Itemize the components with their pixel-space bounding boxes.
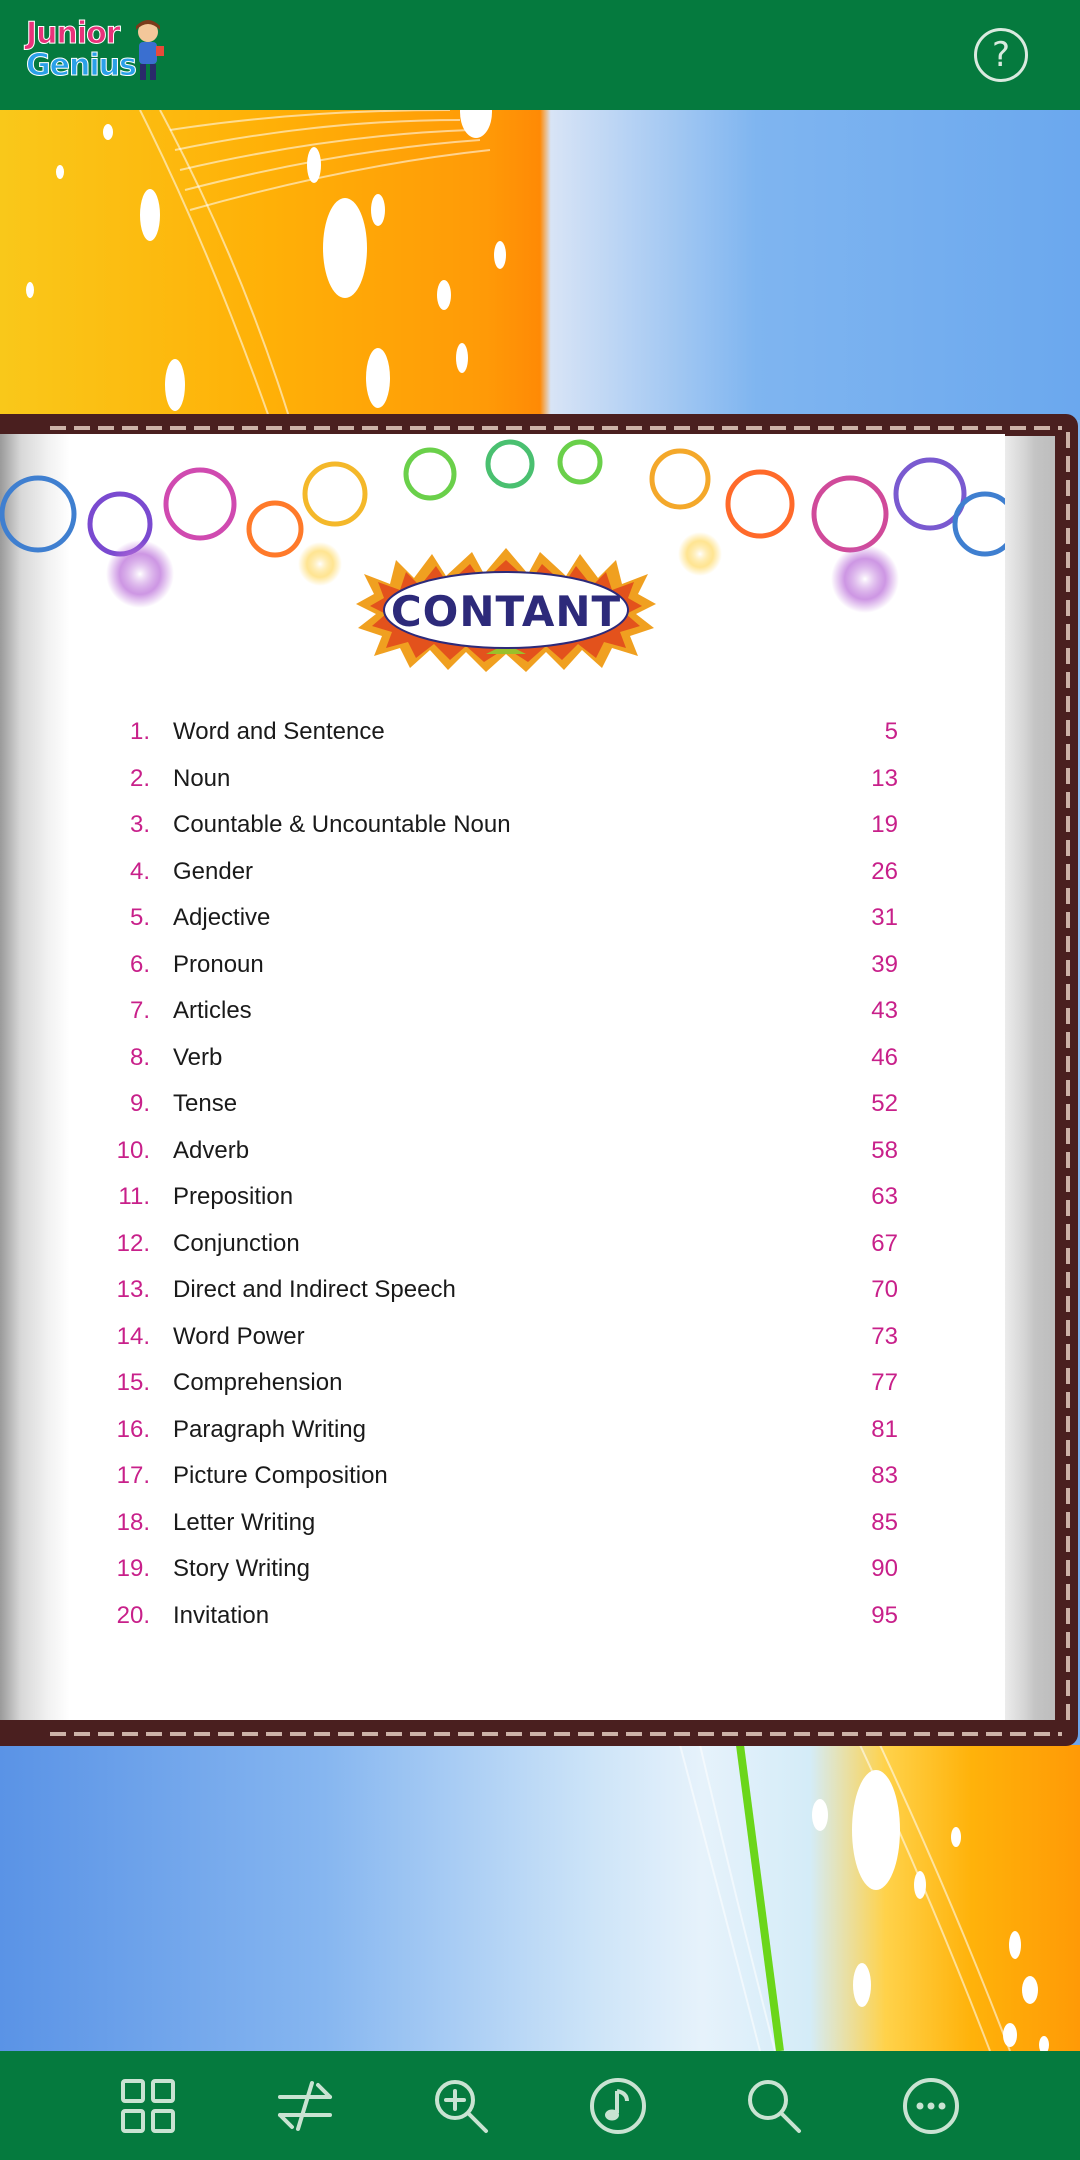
toc-page-number: 31 [871,904,898,931]
toc-page-number: 43 [871,997,898,1024]
toc-row[interactable] [0,1360,1005,1407]
toc-chapter-title: Adjective [173,904,271,931]
book-stitching-bottom [50,1732,1062,1736]
toc-page-number: 85 [871,1508,898,1536]
toc-page-number: 83 [871,1462,898,1489]
logo-text-line2: Genius [26,48,136,83]
help-button[interactable]: ? [974,28,1028,82]
page-flip-button[interactable] [270,2071,340,2141]
toc-number: 3. [129,811,150,838]
toc-page-number: 58 [871,1136,898,1164]
toc-row[interactable] [0,756,1005,803]
toc-chapter-title: Adverb [173,1136,250,1164]
toc-page-number: 67 [871,1229,898,1257]
mascot-icon [130,20,166,86]
background-swirl-bottom [0,1745,1080,2051]
top-bar [0,0,1080,110]
toc-row[interactable] [0,802,1005,849]
toc-number: 9. [129,1090,150,1117]
book-page[interactable] [0,434,1005,1720]
toc-chapter-title: Noun [173,764,231,792]
zoom-in-button[interactable] [426,2071,496,2141]
toc-row[interactable] [0,1267,1005,1314]
book-stitching-top [50,426,1062,430]
toc-chapter-title: Word Power [173,1322,305,1350]
toc-chapter-title: Conjunction [173,1229,300,1257]
toc-chapter-title: Word and Sentence [173,718,385,745]
contents-heading: CONTANT [390,586,622,636]
toc-page-number: 73 [871,1322,898,1350]
toc-number: 16. [116,1415,150,1443]
toc-number: 7. [129,997,150,1024]
toc-chapter-title: Direct and Indirect Speech [173,1276,456,1303]
toc-page-number: 90 [871,1555,898,1582]
toc-number: 15. [116,1369,150,1396]
toc-page-number: 77 [871,1369,898,1396]
toc-number: 4. [129,857,150,885]
toc-number: 11. [118,1183,150,1210]
contents-title-badge [356,544,656,674]
toc-page-number: 63 [871,1183,898,1210]
toc-row[interactable] [0,1500,1005,1547]
toc-chapter-title: Tense [173,1090,238,1117]
thumbnails-button[interactable] [113,2071,183,2141]
search-button[interactable] [739,2071,809,2141]
toc-number: 17. [116,1462,150,1489]
junior-genius-logo[interactable] [26,18,166,90]
toc-number: 2. [129,764,150,792]
toc-number: 12. [116,1229,150,1257]
music-button[interactable] [583,2071,653,2141]
toc-row[interactable] [0,1221,1005,1268]
toc-row[interactable] [0,1546,1005,1593]
toc-chapter-title: Articles [173,997,252,1024]
toc-row[interactable] [0,1174,1005,1221]
search-icon [743,2075,805,2137]
toc-chapter-title: Letter Writing [173,1508,316,1536]
toc-chapter-title: Story Writing [173,1555,310,1582]
more-options-button[interactable] [896,2071,966,2141]
zoom-in-icon [430,2075,492,2137]
toc-page-number: 95 [871,1601,898,1629]
toc-row[interactable] [0,1128,1005,1175]
toc-row[interactable] [0,1407,1005,1454]
toc-chapter-title: Invitation [173,1601,270,1629]
toc-number: 19. [116,1555,150,1582]
toc-number: 5. [129,904,150,931]
toc-row[interactable] [0,942,1005,989]
page-stack-edge [1005,436,1055,1720]
toc-chapter-title: Countable & Uncountable Noun [173,811,511,838]
toc-number: 13. [116,1276,150,1303]
toc-number: 6. [129,950,150,978]
toc-row[interactable] [0,1593,1005,1640]
toc-number: 18. [116,1508,150,1536]
toc-page-number: 19 [871,811,898,838]
toc-chapter-title: Comprehension [173,1369,343,1396]
toc-chapter-title: Picture Composition [173,1462,388,1489]
toc-row[interactable] [0,1314,1005,1361]
toc-chapter-title: Gender [173,857,254,885]
book-stitching-right [1066,432,1070,1728]
toc-row[interactable] [0,1035,1005,1082]
background-decoration-top [0,110,1080,420]
toc-page-number: 5 [884,718,898,745]
toc-number: 20. [116,1601,150,1629]
toc-row[interactable] [0,895,1005,942]
music-icon [587,2075,649,2137]
toc-number: 1. [129,718,150,745]
toc-row[interactable] [0,709,1005,756]
toc-chapter-title: Paragraph Writing [173,1415,366,1443]
grid-icon [117,2075,179,2137]
toc-row[interactable] [0,1453,1005,1500]
toc-row[interactable] [0,1081,1005,1128]
toc-number: 14. [116,1322,150,1350]
toc-page-number: 13 [871,764,898,792]
toc-number: 10. [116,1136,150,1164]
toc-row[interactable] [0,849,1005,896]
toc-page-number: 26 [871,857,898,885]
toc-number: 8. [129,1043,150,1071]
toc-row[interactable] [0,988,1005,1035]
page-flip-icon [274,2075,336,2137]
more-icon [900,2075,962,2137]
bottom-toolbar [0,2051,1080,2160]
logo-text-line1: Junior [26,16,120,51]
toc-page-number: 52 [871,1090,898,1117]
background-decoration-bottom [0,1745,1080,2051]
toc-page-number: 39 [871,950,898,978]
toc-chapter-title: Preposition [173,1183,294,1210]
toc-page-number: 46 [871,1043,898,1071]
toc-page-number: 70 [871,1276,898,1303]
book-viewer[interactable] [0,414,1078,1746]
background-swirl [0,110,1080,420]
toc-page-number: 81 [871,1415,898,1443]
toc-chapter-title: Pronoun [173,950,264,978]
toc-chapter-title: Verb [173,1043,223,1071]
